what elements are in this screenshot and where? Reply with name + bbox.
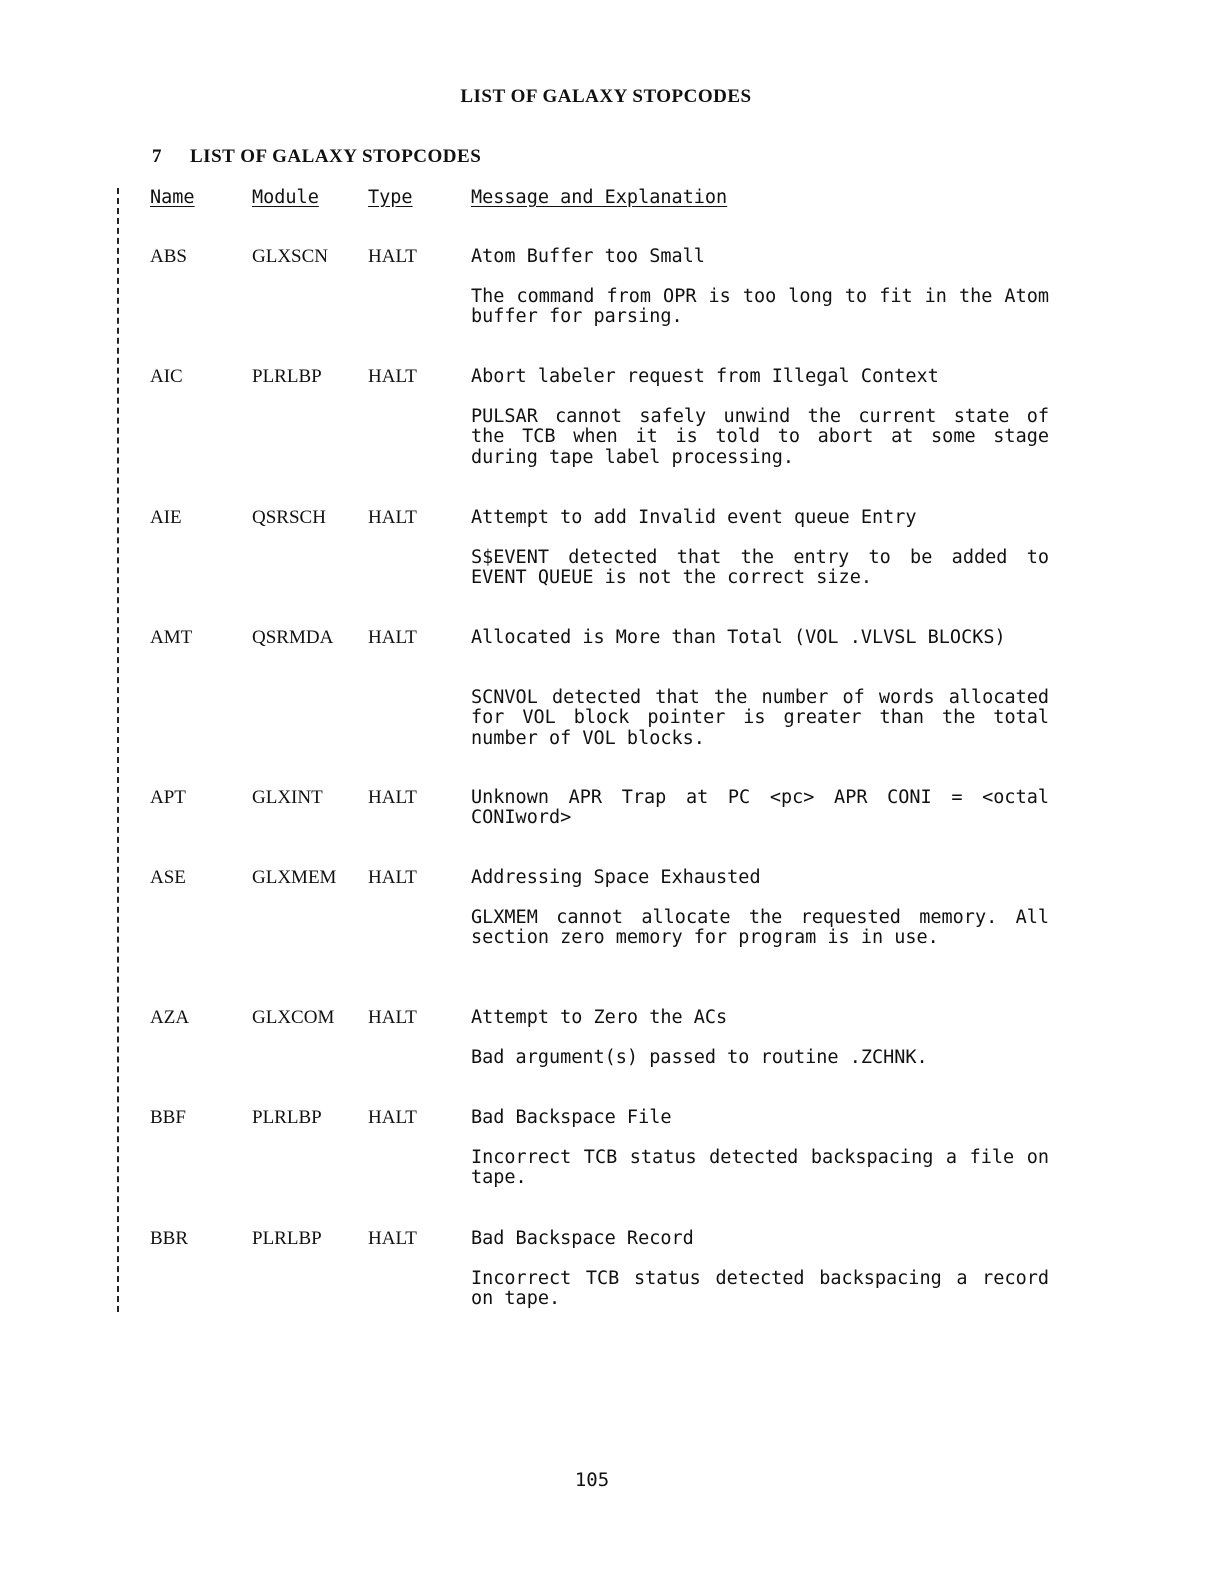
column-header-name: Name [150, 187, 195, 208]
stopcode-message: Allocated is More than Total (VOL .VLVSL BLOCKS) [471, 627, 1006, 648]
column-header-message: Message and Explanation [471, 187, 728, 208]
stopcode-type: HALT [368, 867, 417, 888]
stopcode-type: HALT [368, 627, 417, 648]
stopcode-module: GLXSCN [252, 246, 329, 267]
stopcode-message: Abort labeler request from Illegal Context [471, 366, 939, 387]
stopcode-type: HALT [368, 366, 417, 387]
stopcode-name: ASE [150, 867, 186, 888]
stopcode-type: HALT [368, 507, 417, 528]
stopcode-module: PLRLBP [252, 1107, 322, 1128]
stopcode-module: QSRMDA [252, 627, 334, 648]
stopcode-type: HALT [368, 246, 417, 267]
stopcode-message: Addressing Space Exhausted [471, 867, 761, 888]
section-title: LIST OF GALAXY STOPCODES [190, 146, 482, 167]
stopcode-module: GLXMEM [252, 867, 337, 888]
stopcode-name: ABS [150, 246, 187, 267]
stopcode-explanation: Incorrect TCB status detected backspacing a record on tape. [471, 1268, 1049, 1310]
stopcode-type: HALT [368, 1107, 417, 1128]
stopcode-message: Attempt to Zero the ACs [471, 1007, 728, 1028]
page-number: 105 [574, 1469, 610, 1491]
stopcode-message: Attempt to add Invalid event queue Entry [471, 507, 917, 528]
section-heading [152, 146, 481, 168]
stopcode-name: AIE [150, 507, 182, 528]
stopcode-message: Unknown APR Trap at PC <pc> APR CONI = <octal CONIword> [471, 787, 1049, 829]
stopcode-message: Bad Backspace Record [471, 1228, 694, 1249]
column-header-module: Module [252, 187, 319, 208]
stopcode-name: BBR [150, 1228, 189, 1249]
stopcode-name: AIC [150, 366, 183, 387]
stopcode-message: Atom Buffer too Small [471, 246, 705, 267]
stopcode-explanation: Bad argument(s) passed to routine .ZCHNK. [471, 1047, 928, 1068]
stopcode-type: HALT [368, 787, 417, 808]
stopcode-explanation: GLXMEM cannot allocate the requested memory. All section zero memory for program is in use. [471, 907, 1049, 949]
stopcode-module: PLRLBP [252, 366, 322, 387]
stopcode-explanation: SCNVOL detected that the number of words allocated for VOL block pointer is greater than the total number of VOL blocks. [471, 687, 1049, 749]
change-bar [117, 188, 119, 1312]
stopcode-message: Bad Backspace File [471, 1107, 672, 1128]
stopcode-type: HALT [368, 1228, 417, 1249]
stopcode-name: AZA [150, 1007, 190, 1028]
stopcode-name: AMT [150, 627, 193, 648]
stopcode-explanation: The command from OPR is too long to fit in the Atom buffer for parsing. [471, 286, 1049, 328]
stopcode-explanation: Incorrect TCB status detected backspacing a file on tape. [471, 1147, 1049, 1189]
section-number: 7 [152, 146, 162, 167]
column-header-type: Type [368, 187, 413, 208]
stopcode-type: HALT [368, 1007, 417, 1028]
running-header: LIST OF GALAXY STOPCODES [460, 86, 752, 107]
stopcode-module: GLXINT [252, 787, 323, 808]
stopcode-module: GLXCOM [252, 1007, 335, 1028]
stopcode-name: APT [150, 787, 186, 808]
stopcode-name: BBF [150, 1107, 186, 1128]
stopcode-explanation: S$EVENT detected that the entry to be added to EVENT QUEUE is not the correct size. [471, 547, 1049, 589]
stopcode-module: QSRSCH [252, 507, 326, 528]
stopcode-module: PLRLBP [252, 1228, 322, 1249]
stopcode-explanation: PULSAR cannot safely unwind the current state of the TCB when it is told to abort at some stage during tape label processing. [471, 406, 1049, 468]
